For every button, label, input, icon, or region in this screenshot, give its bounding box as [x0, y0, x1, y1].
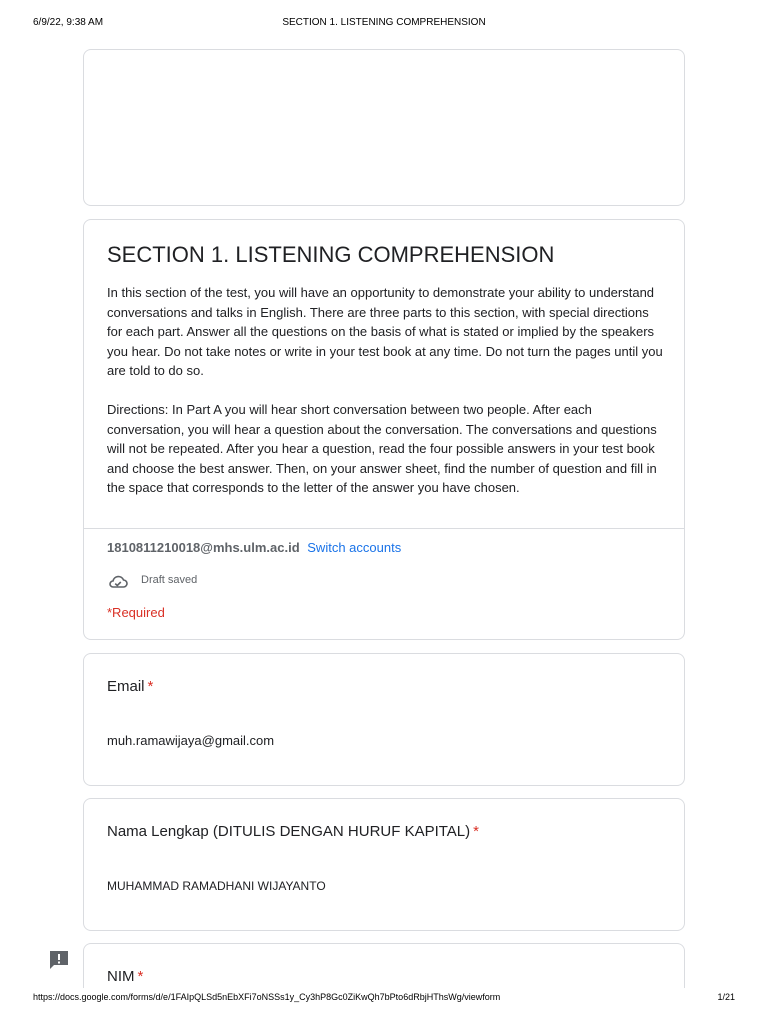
page-number: 1/21 [717, 992, 735, 1002]
description-paragraph: In this section of the test, you will have an opportunity to demonstrate your ability to understand conversations and talks in English. There are three parts to this section, with special directions for each part. Answer all the questions on the basis of what is stated or implied by the speakers you hear. Do not take notes or write in your test book at any time. Do not turn the pages until you are told to do so. [107, 285, 663, 378]
question-title [107, 968, 143, 985]
required-asterisk: * [147, 678, 154, 695]
account-email: 1810811210018@mhs.ulm.ac.id [107, 540, 300, 555]
full-name-answer[interactable]: MUHAMMAD RAMADHANI WIJAYANTO [107, 879, 326, 893]
required-note: *Required [107, 605, 165, 620]
form-title: SECTION 1. LISTENING COMPREHENSION [107, 242, 555, 267]
question-nim [83, 943, 685, 988]
question-label: NIM [107, 968, 135, 985]
required-asterisk: * [473, 823, 479, 840]
email-answer[interactable]: muh.ramawijaya@gmail.com [107, 733, 275, 748]
question-label: Nama Lengkap (DITULIS DENGAN HURUF KAPITAL) [107, 823, 471, 840]
print-title: SECTION 1. LISTENING COMPREHENSION [282, 17, 486, 28]
print-url: https://docs.google.com/forms/d/e/1FAIpQLSd5nEbXFi7oNSSs1y_Cy3hP8Gc0ZiKwQh7bPto6dRbjHThsWg/viewform [33, 992, 501, 1002]
print-datetime: 6/9/22, 9:38 AM [33, 17, 104, 28]
directions-paragraph: Directions: In Part A you will hear short conversation between two people. After each conversation, you will hear a question about the conversation. The conversations and questions will not be repeated. After you hear a question, read the four possible answers in your test book and choose the best answer. Then, on your answer sheet, find the number of question and fill in the space that corresponds to the letter of the answer you have chosen. [107, 402, 657, 495]
print-footer [0, 992, 768, 1006]
feedback-icon[interactable] [48, 949, 70, 971]
switch-accounts-link[interactable]: Switch accounts [307, 540, 402, 555]
question-label: Email [107, 678, 145, 695]
required-asterisk: * [137, 968, 144, 985]
draft-saved-label: Draft saved [141, 574, 198, 586]
